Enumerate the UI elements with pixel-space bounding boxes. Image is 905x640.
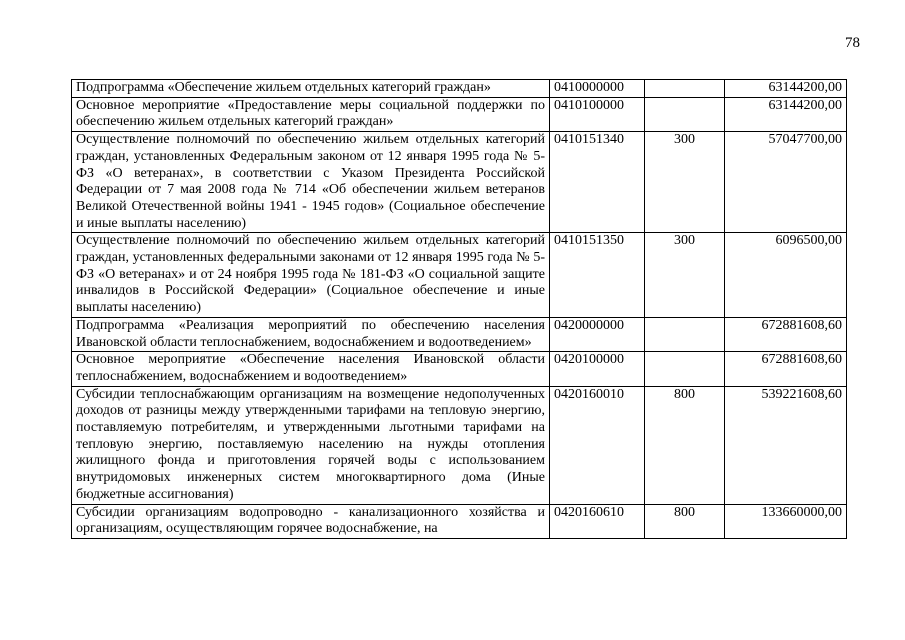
row-code: 0410100000 <box>550 97 645 131</box>
row-code: 0410151340 <box>550 132 645 233</box>
row-code: 0420000000 <box>550 317 645 351</box>
row-name: Субсидии теплоснабжающим организациям на возмещение недополученных доходов от разницы между утвержденными тарифами на тепловую энергию, поставляемую потребителям, и утвержденными льготными тарифами на тепловую энергию, поставляемую населению на нужды отопления жилищного фонда и приготовления горячей воды с использованием внутридомовых инженерных систем многоквартирного дома (Иные бюджетные ассигнования) <box>72 386 550 504</box>
row-sum: 539221608,60 <box>725 386 847 504</box>
row-sum: 57047700,00 <box>725 132 847 233</box>
row-code: 0420100000 <box>550 352 645 386</box>
row-name: Подпрограмма «Реализация мероприятий по обеспечению населения Ивановской области теплоснабжением, водоснабжением и водоотведением» <box>72 317 550 351</box>
row-sum: 63144200,00 <box>725 97 847 131</box>
table-row <box>72 352 847 386</box>
table-row <box>72 80 847 98</box>
page-number: 78 <box>845 35 860 51</box>
row-sum: 672881608,60 <box>725 317 847 351</box>
row-expense-type: 300 <box>645 233 725 318</box>
table-row <box>72 386 847 504</box>
row-code: 0420160010 <box>550 386 645 504</box>
row-sum: 672881608,60 <box>725 352 847 386</box>
table-row <box>72 317 847 351</box>
row-code: 0410151350 <box>550 233 645 318</box>
row-name: Осуществление полномочий по обеспечению жильем отдельных категорий граждан, установленных Федеральным законом от 12 января 1995 года № 5-ФЗ «О ветеранах», в соответствии с Указом Президента Российской Федерации от 7 мая 2008 года № 714 «Об обеспечении жильем ветеранов Великой Отечественной войны 1941 - 1945 годов» (Социальное обеспечение и иные выплаты населению) <box>72 132 550 233</box>
row-name: Субсидии организациям водопроводно - канализационного хозяйства и организациям, осуществляющим горячее водоснабжение, на <box>72 504 550 538</box>
row-code: 0420160610 <box>550 504 645 538</box>
row-expense-type: 800 <box>645 386 725 504</box>
row-expense-type <box>645 352 725 386</box>
row-expense-type <box>645 317 725 351</box>
table-row <box>72 233 847 318</box>
row-sum: 6096500,00 <box>725 233 847 318</box>
table-row <box>72 132 847 233</box>
row-expense-type <box>645 97 725 131</box>
row-expense-type: 800 <box>645 504 725 538</box>
table-row <box>72 504 847 538</box>
table-row <box>72 97 847 131</box>
budget-table <box>71 79 847 539</box>
row-code: 0410000000 <box>550 80 645 98</box>
row-name: Подпрограмма «Обеспечение жильем отдельных категорий граждан» <box>72 80 550 98</box>
row-expense-type <box>645 80 725 98</box>
row-name: Основное мероприятие «Предоставление меры социальной поддержки по обеспечению жильем отдельных категорий граждан» <box>72 97 550 131</box>
row-name: Основное мероприятие «Обеспечение населения Ивановской области теплоснабжением, водоснабжением и водоотведением» <box>72 352 550 386</box>
row-name: Осуществление полномочий по обеспечению жильем отдельных категорий граждан, установленных федеральными законами от 12 января 1995 года № 5-ФЗ «О ветеранах» и от 24 ноября 1995 года № 181-ФЗ «О социальной защите инвалидов в Российской Федерации» (Социальное обеспечение и иные выплаты населению) <box>72 233 550 318</box>
row-expense-type: 300 <box>645 132 725 233</box>
row-sum: 63144200,00 <box>725 80 847 98</box>
row-sum: 133660000,00 <box>725 504 847 538</box>
